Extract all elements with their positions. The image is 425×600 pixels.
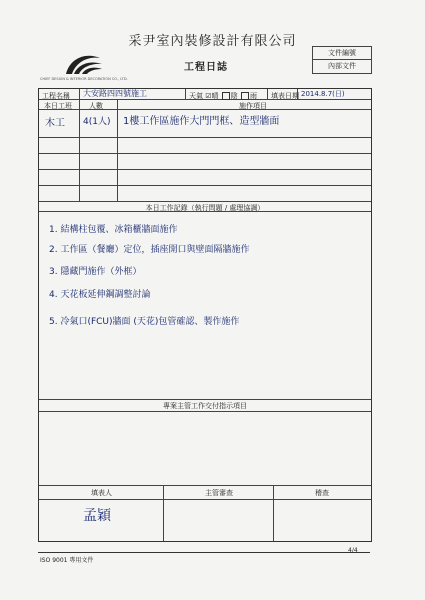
weather-sunny-label: 晴	[211, 92, 219, 100]
fill-date-value: 2014.8.7(日)	[301, 90, 345, 98]
work-record-line-5: 5. 冷氣口(FCU)牆面 (天花)包管確認、製作施作	[49, 317, 240, 327]
weather-label: 天氣	[189, 92, 203, 100]
instructions-title: 專案主管工作交付指示項目	[163, 402, 247, 410]
project-name-label: 工程名稱	[42, 92, 70, 100]
count-header: 人數	[89, 102, 103, 110]
crew-cell: 木工	[45, 118, 65, 129]
item-header: 施作項目	[239, 102, 267, 110]
footer-divider	[38, 552, 370, 553]
logo-caption: CHIEF DESIGN & INTERIOR DECORATION CO., LTD.	[40, 77, 128, 81]
filler-label: 填表人	[91, 489, 112, 497]
fill-date-label: 填表日期	[271, 92, 299, 100]
weather-rain-checkbox[interactable]	[241, 92, 249, 100]
doc-number-label: 文件編號	[313, 47, 371, 60]
weather-rain-label: 雨	[249, 92, 257, 100]
supervisor-label: 主管審查	[205, 489, 233, 497]
page-title: 工程日誌	[184, 62, 228, 73]
count-cell: 4(1人)	[83, 117, 111, 127]
page-number: 4/4	[348, 547, 358, 554]
company-name: 采尹室內裝修設計有限公司	[128, 34, 297, 49]
weather-cloudy-checkbox[interactable]	[222, 92, 230, 100]
item-cell: 1樓工作區施作大門門框、造型牆面	[123, 116, 280, 127]
project-name-value: 大安路四四號施工	[83, 89, 147, 98]
iso-label: ISO 9001 專用文件	[40, 557, 94, 564]
work-record-title: 本日工作記錄（執行問題 / 處理協調）	[145, 204, 265, 212]
log-form	[38, 88, 372, 542]
weather-sunny-checkbox[interactable]: ☑	[205, 92, 212, 100]
company-logo	[52, 50, 114, 80]
doc-number-box	[312, 46, 372, 74]
doc-internal-label: 內部文件	[328, 62, 356, 70]
work-record-line-4: 4. 天花板延伸鋼調整討論	[49, 290, 151, 300]
weather-group	[189, 91, 257, 101]
crew-header: 本日工班	[44, 102, 72, 110]
check-label: 稽查	[315, 489, 329, 497]
work-record-line-3: 3. 隱藏門施作（外框）	[49, 267, 142, 277]
work-record-line-1: 1. 結構柱包覆、冰箱櫃牆面施作	[49, 225, 178, 235]
filler-signature: 孟穎	[83, 508, 111, 524]
weather-cloudy-label: 陰	[230, 92, 238, 100]
work-record-line-2: 2. 工作區（餐廳）定位，插座開口與壁面隔牆施作	[49, 245, 250, 255]
